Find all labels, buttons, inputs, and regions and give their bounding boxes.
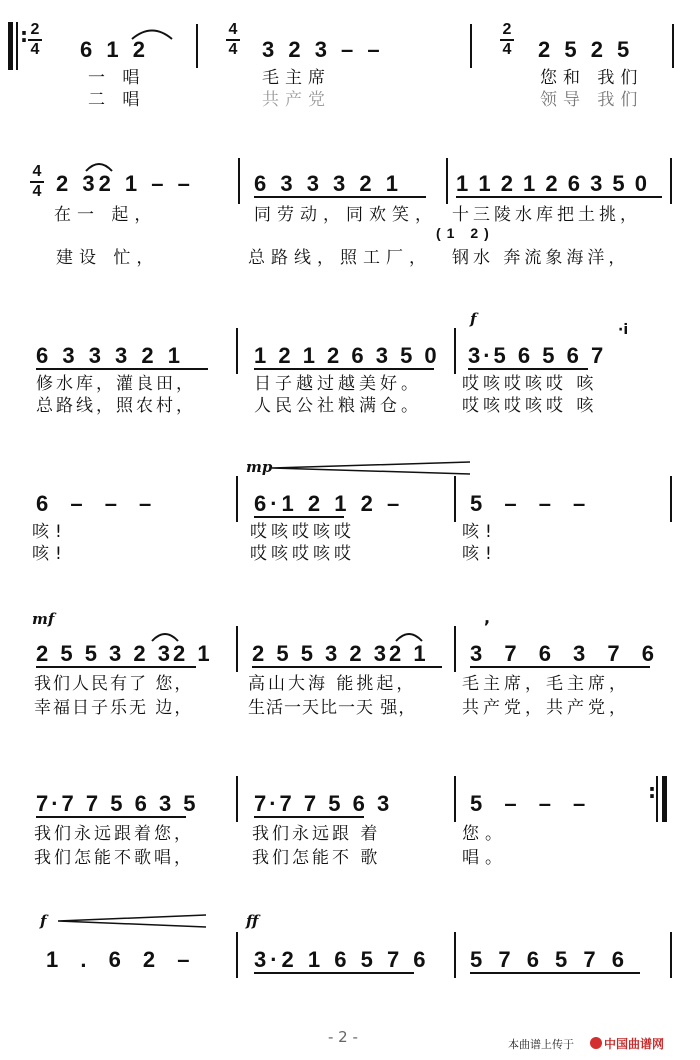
lyric-verse-1: 您和 我们 <box>540 68 644 88</box>
decrescendo-hairpin <box>272 460 472 476</box>
lyric-verse-2: 领导 我们 <box>540 90 644 110</box>
lyric-verse-1: 十三陵水库把土挑， <box>452 205 641 225</box>
measure-notes: 1 1 2 1 2 6 3 5 0 <box>456 171 650 196</box>
repeat-start-thin-bar <box>16 22 18 70</box>
lyric-verse-1: 哎咳哎咳哎 <box>250 522 355 542</box>
beam-underline <box>252 666 442 668</box>
measure-notes: 1 . 6 2 – <box>46 947 198 972</box>
breath-mark: , <box>484 608 491 627</box>
measure-notes: 1 2 1 2 6 3 5 0 <box>254 343 440 368</box>
lyric-verse-2: 建设 忙， <box>56 248 160 268</box>
lyric-verse-2: 咳! <box>32 544 68 564</box>
repeat-end-thin-bar <box>656 776 658 822</box>
lyric-verse-2: 哎咳哎咳哎 <box>250 544 355 564</box>
lyric-verse-1: 同劳动，同欢笑， <box>254 205 438 225</box>
bar-line <box>236 776 238 822</box>
crescendo-hairpin <box>58 914 208 928</box>
slur-mark <box>84 160 114 172</box>
site-name[interactable]: 中国曲谱网 <box>604 1037 665 1051</box>
bar-line <box>454 328 456 374</box>
measure-notes: 2 5 5 3 2 32 1 <box>252 641 429 666</box>
bar-line <box>446 158 448 204</box>
lyric-verse-1: 哎咳哎咳哎 咳 <box>462 374 598 394</box>
lyric-verse-2: 唱。 <box>462 848 508 868</box>
lyric-verse-2: 幸福日子乐无 边， <box>34 698 194 718</box>
slur-mark <box>394 630 424 642</box>
grace-note-mark: ·i̇ <box>618 322 629 338</box>
dynamic-marking: f <box>40 912 47 930</box>
beam-underline <box>254 816 364 818</box>
lyric-verse-2: 哎咳哎咳哎 咳 <box>462 396 598 416</box>
time-signature: 4 4 <box>30 164 44 200</box>
page-number: - 2 - <box>328 1028 358 1046</box>
lyric-verse-2: 咳! <box>462 544 498 564</box>
measure-notes: 7·7 7 5 6 3 5 <box>36 791 199 816</box>
bar-line <box>672 24 674 68</box>
lyric-verse-1: 日子越过越美好。 <box>254 374 422 394</box>
measure-notes: 6 3 3 3 2 1 <box>36 343 184 368</box>
beam-underline <box>456 196 662 198</box>
lyric-verse-1: 我们永远跟着您， <box>34 824 194 844</box>
slur-mark <box>150 630 180 642</box>
lyric-verse-1: 咳! <box>462 522 498 542</box>
lyric-verse-2: 共产党，共产党， <box>462 698 630 718</box>
lyric-verse-1: 我们人民有了 您， <box>34 674 194 694</box>
measure-notes: 2 5 5 3 2 32 1 <box>36 641 213 666</box>
alternate-notes: (1 2) <box>436 225 495 241</box>
beam-underline <box>470 972 640 974</box>
time-signature: 2 4 <box>500 22 514 58</box>
lyric-verse-2: 生活一天比一天 强， <box>248 698 417 718</box>
measure-notes: 5 – – – <box>470 491 594 516</box>
lyric-verse-2: 我们怎能不 歌 <box>252 848 381 868</box>
repeat-dots: : <box>20 23 28 47</box>
measure-notes: 7·7 7 5 6 3 <box>254 791 393 816</box>
dynamic-marking: ff <box>246 912 259 930</box>
beam-underline <box>254 368 434 370</box>
verse-label: 二 唱 <box>88 90 146 110</box>
repeat-start-thick-bar <box>8 22 13 70</box>
lyric-verse-1: 毛主席，毛主席， <box>462 674 630 694</box>
measure-notes: 3 2 3 – – <box>262 37 384 62</box>
dynamic-marking: f <box>470 310 477 328</box>
bar-line <box>454 476 456 522</box>
beam-underline <box>36 368 208 370</box>
bar-line <box>236 626 238 672</box>
lyric-verse-1: 咳! <box>32 522 68 542</box>
bar-line <box>238 158 240 204</box>
measure-notes: 3·2 1 6 5 7 6 <box>254 947 430 972</box>
measure-notes: 2 5 2 5 <box>538 37 634 62</box>
lyric-verse-1: 高山大海 能挑起， <box>248 674 417 694</box>
lyric-verse-2: 总路线，照农村， <box>36 396 196 416</box>
measure-notes: 3 7 6 3 7 6 <box>470 641 662 666</box>
beam-underline <box>470 666 650 668</box>
repeat-end-thick-bar <box>662 776 667 822</box>
upload-notice: 本曲谱上传于 <box>508 1038 574 1051</box>
lyric-verse-1: 毛主席 <box>262 68 331 88</box>
lyric-verse-1: 修水库，灌良田， <box>36 374 196 394</box>
measure-notes: 6 1 2 <box>80 37 149 62</box>
measure-notes: 2 32 1 – – <box>56 171 194 196</box>
time-signature: 4 4 <box>226 22 240 58</box>
beam-underline <box>254 196 426 198</box>
bar-line <box>670 476 672 522</box>
lyric-verse-1: 您。 <box>462 824 508 844</box>
lyric-verse-2: 我们怎能不歌唱， <box>34 848 194 868</box>
measure-notes: 6 – – – <box>36 491 160 516</box>
bar-line <box>236 476 238 522</box>
lyric-verse-1: 我们永远跟 着 <box>252 824 381 844</box>
bar-line <box>236 932 238 978</box>
verse-label: 一 唱 <box>88 68 146 88</box>
measure-notes: 5 7 6 5 7 6 <box>470 947 629 972</box>
dynamic-marking: mp <box>246 458 273 476</box>
bar-line <box>454 932 456 978</box>
lyric-verse-2: 钢水 奔流象海洋， <box>452 248 630 268</box>
lyric-verse-2: 共产党 <box>262 90 331 110</box>
repeat-dots: : <box>648 779 656 803</box>
bar-line <box>670 932 672 978</box>
measure-notes: 6·1 2 1 2 – <box>254 491 404 516</box>
bar-line <box>454 626 456 672</box>
slur-mark <box>130 26 174 40</box>
lyric-verse-2: 总路线，照工厂， <box>248 248 432 268</box>
beam-underline <box>36 816 186 818</box>
bar-line <box>236 328 238 374</box>
beam-underline <box>468 368 588 370</box>
measure-notes: 6 3 3 3 2 1 <box>254 171 402 196</box>
dynamic-marking: mf <box>32 610 55 628</box>
lyric-verse-1: 在一 起， <box>54 205 158 225</box>
beam-underline <box>254 516 344 518</box>
bar-line <box>454 776 456 822</box>
measure-notes: 3·5 6 5 6 7 <box>468 343 607 368</box>
time-signature: 2 4 <box>28 22 42 58</box>
lyric-verse-2: 人民公社粮满仓。 <box>254 396 422 416</box>
beam-underline <box>254 972 414 974</box>
bar-line <box>196 24 198 68</box>
bar-line <box>470 24 472 68</box>
beam-underline <box>36 666 196 668</box>
site-logo-icon <box>590 1037 602 1049</box>
measure-notes: 5 – – – <box>470 791 594 816</box>
bar-line <box>670 158 672 204</box>
